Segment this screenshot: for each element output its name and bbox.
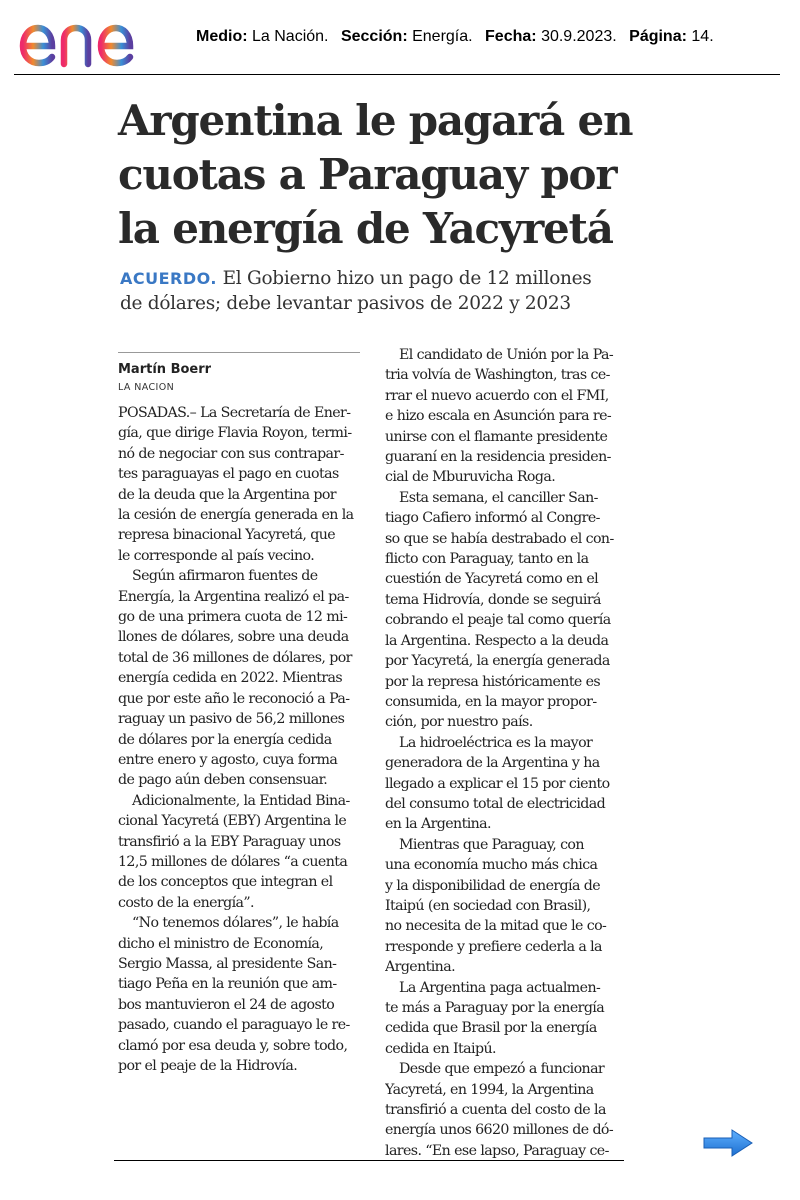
article-line: gía, que dirige Flavia Royon, termi- bbox=[118, 425, 352, 442]
article-line: Energía, la Argentina realizó el pa- bbox=[118, 588, 349, 605]
medio-label: Medio: bbox=[196, 28, 248, 45]
fecha-label: Fecha: bbox=[485, 28, 537, 45]
article-line: de dólares por la energía cedida bbox=[118, 731, 332, 748]
article-line: “No tenemos dólares”, le había bbox=[132, 915, 339, 932]
article-line: Mientras que Paraguay, con bbox=[399, 836, 584, 853]
article-line: por Yacyretá, la energía generada bbox=[385, 653, 610, 670]
article-line: La Argentina paga actualmen- bbox=[399, 979, 601, 996]
article-line: raguay un pasivo de 56,2 millones bbox=[118, 711, 345, 728]
article-line: cedida en Itaipú. bbox=[385, 1040, 496, 1057]
fecha-value: 30.9.2023. bbox=[541, 28, 617, 45]
article-line: tiago Peña en la reunión que am- bbox=[118, 976, 337, 993]
article-line: ción, por nuestro país. bbox=[385, 714, 533, 731]
article-line: Itaipú (en sociedad con Brasil), bbox=[385, 897, 591, 914]
article-subhead bbox=[120, 266, 650, 316]
article-line: e hizo escala en Asunción para re- bbox=[385, 408, 612, 425]
byline-organization: LA NACION bbox=[118, 382, 175, 393]
article-line: pasado, cuando el paraguayo le re- bbox=[118, 1017, 350, 1034]
article-line: clamó por esa deuda y, sobre todo, bbox=[118, 1037, 348, 1054]
article-line: entre enero y agosto, cuya forma bbox=[118, 751, 338, 768]
article-line: la cesión de energía generada en la bbox=[118, 507, 354, 524]
article-line: La hidroeléctrica es la mayor bbox=[399, 734, 593, 751]
arrow-right-icon[interactable] bbox=[702, 1128, 754, 1158]
article-line: Argentina. bbox=[385, 959, 455, 976]
article-line: 12,5 millones de dólares “a cuenta bbox=[118, 853, 348, 870]
article-line: unirse con el flamante presidente bbox=[385, 428, 608, 445]
article-line: Según afirmaron fuentes de bbox=[132, 568, 318, 585]
article-line: Desde que empezó a funcionar bbox=[399, 1061, 605, 1078]
article-line: no necesita de la mitad que le co- bbox=[385, 918, 607, 935]
article-line: Sergio Massa, al presidente San- bbox=[118, 955, 337, 972]
article-line: rresponde y prefiere cederla a la bbox=[385, 938, 602, 955]
headline-line: la energía de Yacyretá bbox=[118, 204, 613, 253]
medio-value: La Nación. bbox=[252, 28, 329, 45]
article-line: guaraní en la residencia presiden- bbox=[385, 449, 611, 466]
article-line: represa binacional Yacyretá, que bbox=[118, 527, 336, 544]
article-line: energía unos 6620 millones de dó- bbox=[385, 1122, 614, 1139]
article-line: cobrando el peaje tal como quería bbox=[385, 612, 611, 629]
article-line: rrar el nuevo acuerdo con el FMI, bbox=[385, 387, 609, 404]
article-line: tema Hidrovía, donde se seguirá bbox=[385, 591, 601, 608]
article-column-2 bbox=[385, 345, 637, 1161]
article-line: transfirió a la EBY Paraguay unos bbox=[118, 833, 341, 850]
article-line: Adicionalmente, la Entidad Bina- bbox=[132, 792, 350, 809]
article-line: cional Yacyretá (EBY) Argentina le bbox=[118, 813, 347, 830]
article-line: transfirió a cuenta del costo de la bbox=[385, 1102, 606, 1119]
article-line: de pago aún deben consensuar. bbox=[118, 772, 328, 789]
article-line: una economía mucho más chica bbox=[385, 857, 598, 874]
article-line: costo de la energía”. bbox=[118, 894, 254, 911]
footer-divider bbox=[114, 1160, 624, 1161]
article-line: cial de Mburuvicha Roga. bbox=[385, 469, 556, 486]
pagina-value: 14. bbox=[691, 28, 714, 45]
article-line: llegado a explicar el 15 por ciento bbox=[385, 775, 610, 792]
article-line: tes paraguayas el pago en cuotas bbox=[118, 466, 339, 483]
subhead-line: de dólares; debe levantar pasivos de 2022 y 2023 bbox=[120, 293, 571, 314]
headline-line: Argentina le pagará en bbox=[118, 96, 633, 145]
subhead-kicker: ACUERDO. bbox=[120, 269, 217, 288]
article-line: por el peaje de la Hidrovía. bbox=[118, 1058, 298, 1074]
article-line: lares. “En ese lapso, Paraguay ce- bbox=[385, 1142, 609, 1159]
article-line: llones de dólares, sobre una deuda bbox=[118, 629, 349, 646]
article-line: energía cedida en 2022. Mientras bbox=[118, 670, 343, 687]
article-line: total de 36 millones de dólares, por bbox=[118, 649, 352, 666]
article-line: bos mantuvieron el 24 de agosto bbox=[118, 996, 335, 1013]
article-line: de la deuda que la Argentina por bbox=[118, 486, 336, 503]
article-line: en la Argentina. bbox=[385, 816, 491, 833]
article-line: El candidato de Unión por la Pa- bbox=[399, 347, 614, 363]
publication-meta bbox=[196, 28, 714, 46]
article-line: cuestión de Yacyretá como en el bbox=[385, 571, 599, 588]
article-line: le corresponde al país vecino. bbox=[118, 547, 315, 564]
article-line: por la represa históricamente es bbox=[385, 673, 601, 690]
seccion-label: Sección: bbox=[340, 28, 408, 45]
article-column-1 bbox=[118, 403, 366, 1076]
article-line: la Argentina. Respecto a la deuda bbox=[385, 632, 609, 649]
article-line: tria volvía de Washington, tras ce- bbox=[385, 367, 610, 384]
article-line: nó de negociar con sus contrapar- bbox=[118, 445, 344, 462]
article-line: tiago Cafiero informó al Congre- bbox=[385, 510, 600, 527]
article-line: POSADAS.– La Secretaría de Ener- bbox=[118, 405, 351, 421]
byline-author: Martín Boerr bbox=[118, 362, 212, 377]
article-line: flicto con Paraguay, tanto en la bbox=[385, 551, 589, 568]
article-line: cedida que Brasil por la energía bbox=[385, 1020, 597, 1037]
enel-logo bbox=[18, 6, 180, 70]
headline-line: cuotas a Paraguay por bbox=[118, 150, 617, 199]
article-line: go de una primera cuota de 12 mi- bbox=[118, 609, 348, 626]
article-line: Esta semana, el canciller San- bbox=[399, 489, 598, 506]
article-line: so que se había destrabado el con- bbox=[385, 530, 614, 547]
pagina-label: Página: bbox=[629, 28, 687, 45]
header-divider bbox=[14, 74, 780, 75]
article-line: de los conceptos que integran el bbox=[118, 874, 333, 891]
article-line: que por este año le reconoció a Pa- bbox=[118, 690, 350, 707]
article-line: dicho el ministro de Economía, bbox=[118, 935, 324, 952]
seccion-value: Energía. bbox=[412, 28, 473, 45]
article-line: consumida, en la mayor propor- bbox=[385, 693, 597, 710]
article-line: del consumo total de electricidad bbox=[385, 795, 606, 812]
article-line: y la disponibilidad de energía de bbox=[385, 877, 601, 894]
article-line: Yacyretá, en 1994, la Argentina bbox=[385, 1081, 594, 1098]
article-headline bbox=[118, 94, 648, 256]
subhead-line: El Gobierno hizo un pago de 12 millones bbox=[216, 268, 592, 289]
article-line: te más a Paraguay por la energía bbox=[385, 1000, 605, 1016]
byline-divider bbox=[118, 352, 360, 353]
article-line: generadora de la Argentina y ha bbox=[385, 755, 600, 772]
